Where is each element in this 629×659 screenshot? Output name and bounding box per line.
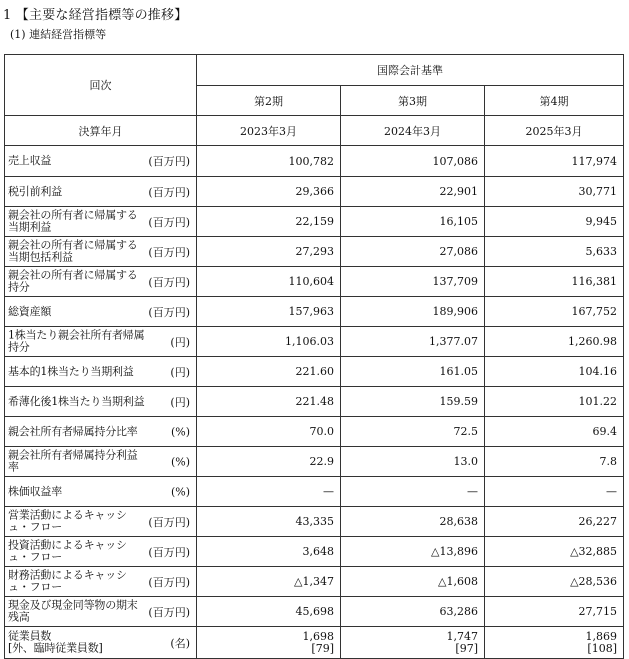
value-cell: △32,885 (485, 537, 624, 567)
table-row (5, 387, 624, 417)
indicator-name: 親会社の所有者に帰属する当期利益 (8, 208, 138, 234)
value-cell: 117,974 (485, 146, 624, 177)
value-cell: 110,604 (197, 267, 341, 297)
employees-name (8, 630, 146, 655)
indicator-name: 希薄化後1株当たり当期利益 (8, 394, 145, 408)
section-subheading: (1) 連結経営指標等 (10, 28, 107, 41)
value-cell: 9,945 (485, 207, 624, 237)
round-label-cell: 回次 (5, 55, 197, 116)
value-cell: 22.9 (197, 447, 341, 477)
value-cell: — (485, 477, 624, 507)
value-cell: △1,347 (197, 567, 341, 597)
table-row (5, 327, 624, 357)
fiscal-date-cell: 2024年3月 (341, 116, 485, 146)
indicator-unit: (百万円) (148, 545, 190, 559)
indicator-name: 財務活動によるキャッシュ・フロー (8, 568, 127, 594)
indicator-label-cell (5, 207, 197, 237)
value-cell: 16,105 (341, 207, 485, 237)
indicator-unit: (百万円) (148, 275, 190, 289)
indicator-unit: (円) (170, 395, 190, 409)
value-cell: △28,536 (485, 567, 624, 597)
value-cell: 13.0 (341, 447, 485, 477)
indicator-unit: (百万円) (148, 245, 190, 259)
value-cell: 5,633 (485, 237, 624, 267)
value-cell: 100,782 (197, 146, 341, 177)
indicator-unit: (百万円) (148, 155, 190, 168)
indicator-label-cell (5, 146, 197, 177)
value-cell: 1,260.98 (485, 327, 624, 357)
indicator-unit: (百万円) (148, 575, 190, 589)
indicator-label-cell (5, 267, 197, 297)
value-cell: 167,752 (485, 297, 624, 327)
indicator-name: 売上収益 (8, 153, 52, 167)
value-cell: 3,648 (197, 537, 341, 567)
value-cell: — (341, 477, 485, 507)
indicator-unit: (%) (170, 455, 190, 468)
value-cell: 7.8 (485, 447, 624, 477)
value-cell: 221.48 (197, 387, 341, 417)
period-header: 第4期 (485, 86, 624, 116)
employees-name-line2: [外、臨時従業員数] (8, 641, 103, 655)
value-cell: 1,377.07 (341, 327, 485, 357)
table-row (5, 507, 624, 537)
value-cell: 45,698 (197, 597, 341, 627)
indicator-unit: (百万円) (148, 305, 190, 319)
employees-name-line1: 従業員数 (8, 629, 52, 642)
fiscal-date-cell: 2025年3月 (485, 116, 624, 146)
value-cell: 72.5 (341, 417, 485, 447)
value-cell: 26,227 (485, 507, 624, 537)
value-cell: 107,086 (341, 146, 485, 177)
indicator-unit: (百万円) (148, 515, 190, 529)
table-row (5, 477, 624, 507)
table-row (5, 357, 624, 387)
fiscal-label-cell: 決算年月 (5, 116, 197, 146)
indicator-name: 営業活動によるキャッシュ・フロー (8, 508, 127, 534)
temp-employees-count: [97] (455, 641, 478, 655)
value-cell: 69.4 (485, 417, 624, 447)
value-cell: 157,963 (197, 297, 341, 327)
table-row (5, 146, 624, 177)
value-cell: 43,335 (197, 507, 341, 537)
indicator-label-cell (5, 297, 197, 327)
value-cell: △13,896 (341, 537, 485, 567)
employees-unit: (名) (170, 636, 190, 650)
indicator-label-cell (5, 507, 197, 537)
value-cell: 116,381 (485, 267, 624, 297)
indicator-label-cell (5, 417, 197, 447)
employees-count: 1,747 (446, 629, 478, 643)
temp-employees-count: [108] (587, 641, 618, 655)
indicator-name: 現金及び現金同等物の期末残高 (8, 598, 138, 624)
fiscal-date-cell: 2023年3月 (197, 116, 341, 146)
indicator-label-cell (5, 327, 197, 357)
table-row (5, 417, 624, 447)
period-header: 第2期 (197, 86, 341, 116)
table-row (5, 597, 624, 627)
indicator-label-cell (5, 447, 197, 477)
indicator-label-cell (5, 387, 197, 417)
indicator-unit: (百万円) (148, 605, 190, 619)
value-cell: 63,286 (341, 597, 485, 627)
period-header: 第3期 (341, 86, 485, 116)
value-cell: 30,771 (485, 177, 624, 207)
value-cell: 1,106.03 (197, 327, 341, 357)
value-cell: 189,906 (341, 297, 485, 327)
temp-employees-count: [79] (311, 641, 334, 655)
indicator-name: 親会社の所有者に帰属する持分 (8, 268, 138, 294)
indicator-unit: (%) (170, 485, 190, 498)
indicator-label-cell (5, 477, 197, 507)
value-cell: 101.22 (485, 387, 624, 417)
indicator-unit: (円) (170, 335, 190, 349)
value-cell: 22,901 (341, 177, 485, 207)
value-cell: 27,086 (341, 237, 485, 267)
value-cell: 27,715 (485, 597, 624, 627)
indicator-name: 総資産額 (8, 304, 52, 318)
table-row (5, 537, 624, 567)
indicator-unit: (百万円) (148, 215, 190, 229)
indicator-label-cell (5, 537, 197, 567)
standard-header: 国際会計基準 (197, 55, 624, 86)
indicator-label-cell (5, 237, 197, 267)
financial-indicators-table (4, 54, 624, 659)
indicator-unit: (百万円) (148, 185, 190, 199)
indicator-name: 親会社所有者帰属持分比率 (8, 424, 138, 438)
employees-count: 1,869 (585, 629, 618, 643)
indicator-name: 親会社所有者帰属持分利益率 (8, 448, 138, 474)
value-cell: 137,709 (341, 267, 485, 297)
value-cell: 27,293 (197, 237, 341, 267)
section-heading: 1 【主要な経営指標等の推移】 (3, 8, 188, 23)
table-row (5, 267, 624, 297)
table-row (5, 447, 624, 477)
indicator-name: 基本的1株当たり当期利益 (8, 364, 134, 378)
value-cell: 29,366 (197, 177, 341, 207)
indicator-name: 親会社の所有者に帰属する当期包括利益 (8, 238, 138, 264)
table-row (5, 207, 624, 237)
indicator-unit: (%) (170, 425, 190, 438)
indicator-name: 税引前利益 (8, 184, 62, 198)
table-row (5, 237, 624, 267)
indicator-label-cell (5, 357, 197, 387)
indicator-label-cell (5, 597, 197, 627)
table-row (5, 567, 624, 597)
value-cell: — (197, 477, 341, 507)
value-cell: 159.59 (341, 387, 485, 417)
indicator-unit: (円) (170, 365, 190, 379)
value-cell: 104.16 (485, 357, 624, 387)
indicator-label-cell (5, 567, 197, 597)
value-cell: △1,608 (341, 567, 485, 597)
table-row (5, 177, 624, 207)
indicator-label-cell (5, 177, 197, 207)
value-cell: 161.05 (341, 357, 485, 387)
value-cell: 70.0 (197, 417, 341, 447)
indicator-name: 投資活動によるキャッシュ・フロー (8, 538, 127, 564)
indicator-name: 株価収益率 (8, 484, 62, 498)
value-cell: 28,638 (341, 507, 485, 537)
indicator-name: 1株当たり親会社所有者帰属持分 (8, 328, 145, 354)
value-cell: 22,159 (197, 207, 341, 237)
table-row (5, 297, 624, 327)
value-cell: 221.60 (197, 357, 341, 387)
employees-count: 1,698 (302, 629, 334, 643)
